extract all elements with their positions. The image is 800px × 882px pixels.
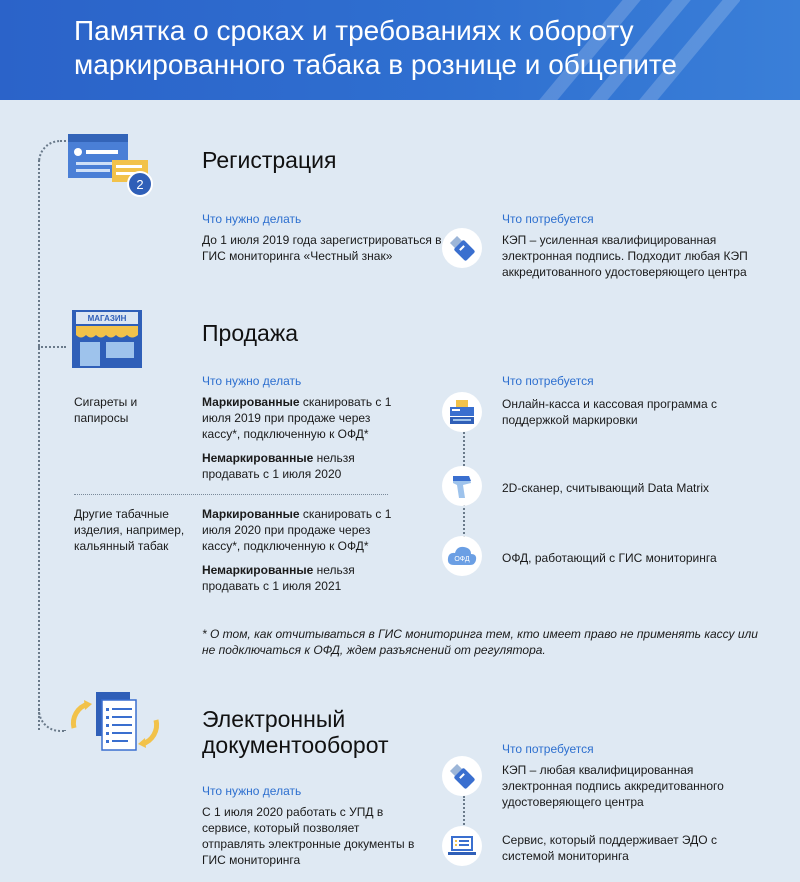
sale-cat2-marked-text: сканировать с 1 июля 2020 при продаже через кассу*, подключенную к ОФД*	[202, 507, 392, 553]
sale-req-cash-register: Онлайн-касса и кассовая программа с поддержкой маркировки	[502, 397, 718, 427]
sale-cat2-unmarked-text: нельзя продавать с 1 июля 2021	[202, 563, 355, 593]
registration-need-label: Что потребуется	[502, 212, 594, 226]
sale-cat2-unmarked	[202, 562, 402, 594]
registration-form-icon	[66, 132, 156, 202]
sale-cat1-marked-text: сканировать с 1 июля 2019 при продаже через кассу*, подключенную к ОФД*	[202, 395, 392, 441]
registration-title: Регистрация	[202, 147, 337, 173]
sale-category-cigarettes: Сигареты и папиросы	[74, 395, 138, 425]
page-title: Памятка о сроках и требованиях к обороту маркированного табака в рознице и общепите	[74, 15, 677, 80]
sale-category-other: Другие табачные изделия, например, кальянный табак	[74, 507, 185, 553]
timeline-arc-mid	[38, 332, 66, 348]
document-exchange-icon	[66, 690, 164, 758]
edo-req-signature: КЭП – любая квалифицированная электронная подпись аккредитованного удостоверяющего центра	[502, 763, 724, 809]
registration-badge: 2	[136, 177, 144, 192]
edo-what-text: С 1 июля 2020 работать с УПД в сервисе, который позволяет отправлять электронные документы в ГИС мониторинга	[202, 805, 415, 867]
ofd-cloud-icon	[446, 543, 478, 569]
barcode-scanner-icon	[447, 471, 477, 501]
edo-title: Электронный документооборот	[202, 706, 389, 758]
sale-cat1-unmarked-text: нельзя продавать с 1 июля 2020	[202, 451, 355, 481]
shop-icon	[70, 308, 144, 370]
header-banner	[0, 0, 800, 100]
registration-usb-key-circle	[442, 228, 482, 268]
sale-cat1-unmarked	[202, 450, 402, 482]
sale-req-scanner: 2D-сканер, считывающий Data Matrix	[502, 481, 709, 495]
ofd-circle	[442, 536, 482, 576]
cash-register-circle	[442, 392, 482, 432]
sale-footnote: * О том, как отчитываться в ГИС мониторинга тем, кто имеет право не применять кассу или не подключаться к ОФД, ждем разъяснений от регулятора.	[202, 627, 758, 657]
timeline-arc-top	[38, 140, 66, 162]
sale-title: Продажа	[202, 320, 298, 346]
usb-key-icon	[447, 761, 477, 791]
ofd-label: ОФД	[454, 556, 470, 563]
sale-cat1-marked	[202, 394, 402, 442]
shop-sign-text: МАГАЗИН	[87, 314, 127, 323]
registration-what-text: До 1 июля 2019 года зарегистрироваться в ГИС мониторинга «Честный знак»	[202, 233, 442, 263]
edo-req-service: Сервис, который поддерживает ЭДО с системой мониторинга	[502, 833, 717, 863]
timeline-arc-bottom	[38, 708, 66, 732]
sale-cat2-marked	[202, 506, 402, 554]
registration-what-label: Что нужно делать	[202, 212, 302, 226]
sale-req-ofd: ОФД, работающий с ГИС мониторинга	[502, 551, 717, 565]
sale-cat1-marked-bold: Маркированные	[202, 395, 300, 409]
edo-laptop-circle	[442, 826, 482, 866]
sale-cat1-unmarked-bold: Немаркированные	[202, 451, 314, 465]
cash-register-icon	[447, 397, 477, 427]
scanner-circle	[442, 466, 482, 506]
sale-need-label: Что потребуется	[502, 374, 594, 388]
edo-what-label: Что нужно делать	[202, 784, 302, 798]
edo-usb-key-circle	[442, 756, 482, 796]
sale-cat2-marked-bold: Маркированные	[202, 507, 300, 521]
sale-divider	[74, 494, 388, 495]
sale-what-label: Что нужно делать	[202, 374, 302, 388]
registration-need-text: КЭП – усиленная квалифицированная электронная подпись. Подходит любая КЭП аккредитованного удостоверяющего центра	[502, 233, 748, 279]
timeline-line	[38, 160, 40, 730]
laptop-checklist-icon	[447, 833, 477, 859]
sale-cat2-unmarked-bold: Немаркированные	[202, 563, 314, 577]
edo-need-label: Что потребуется	[502, 742, 594, 756]
usb-key-icon	[447, 233, 477, 263]
